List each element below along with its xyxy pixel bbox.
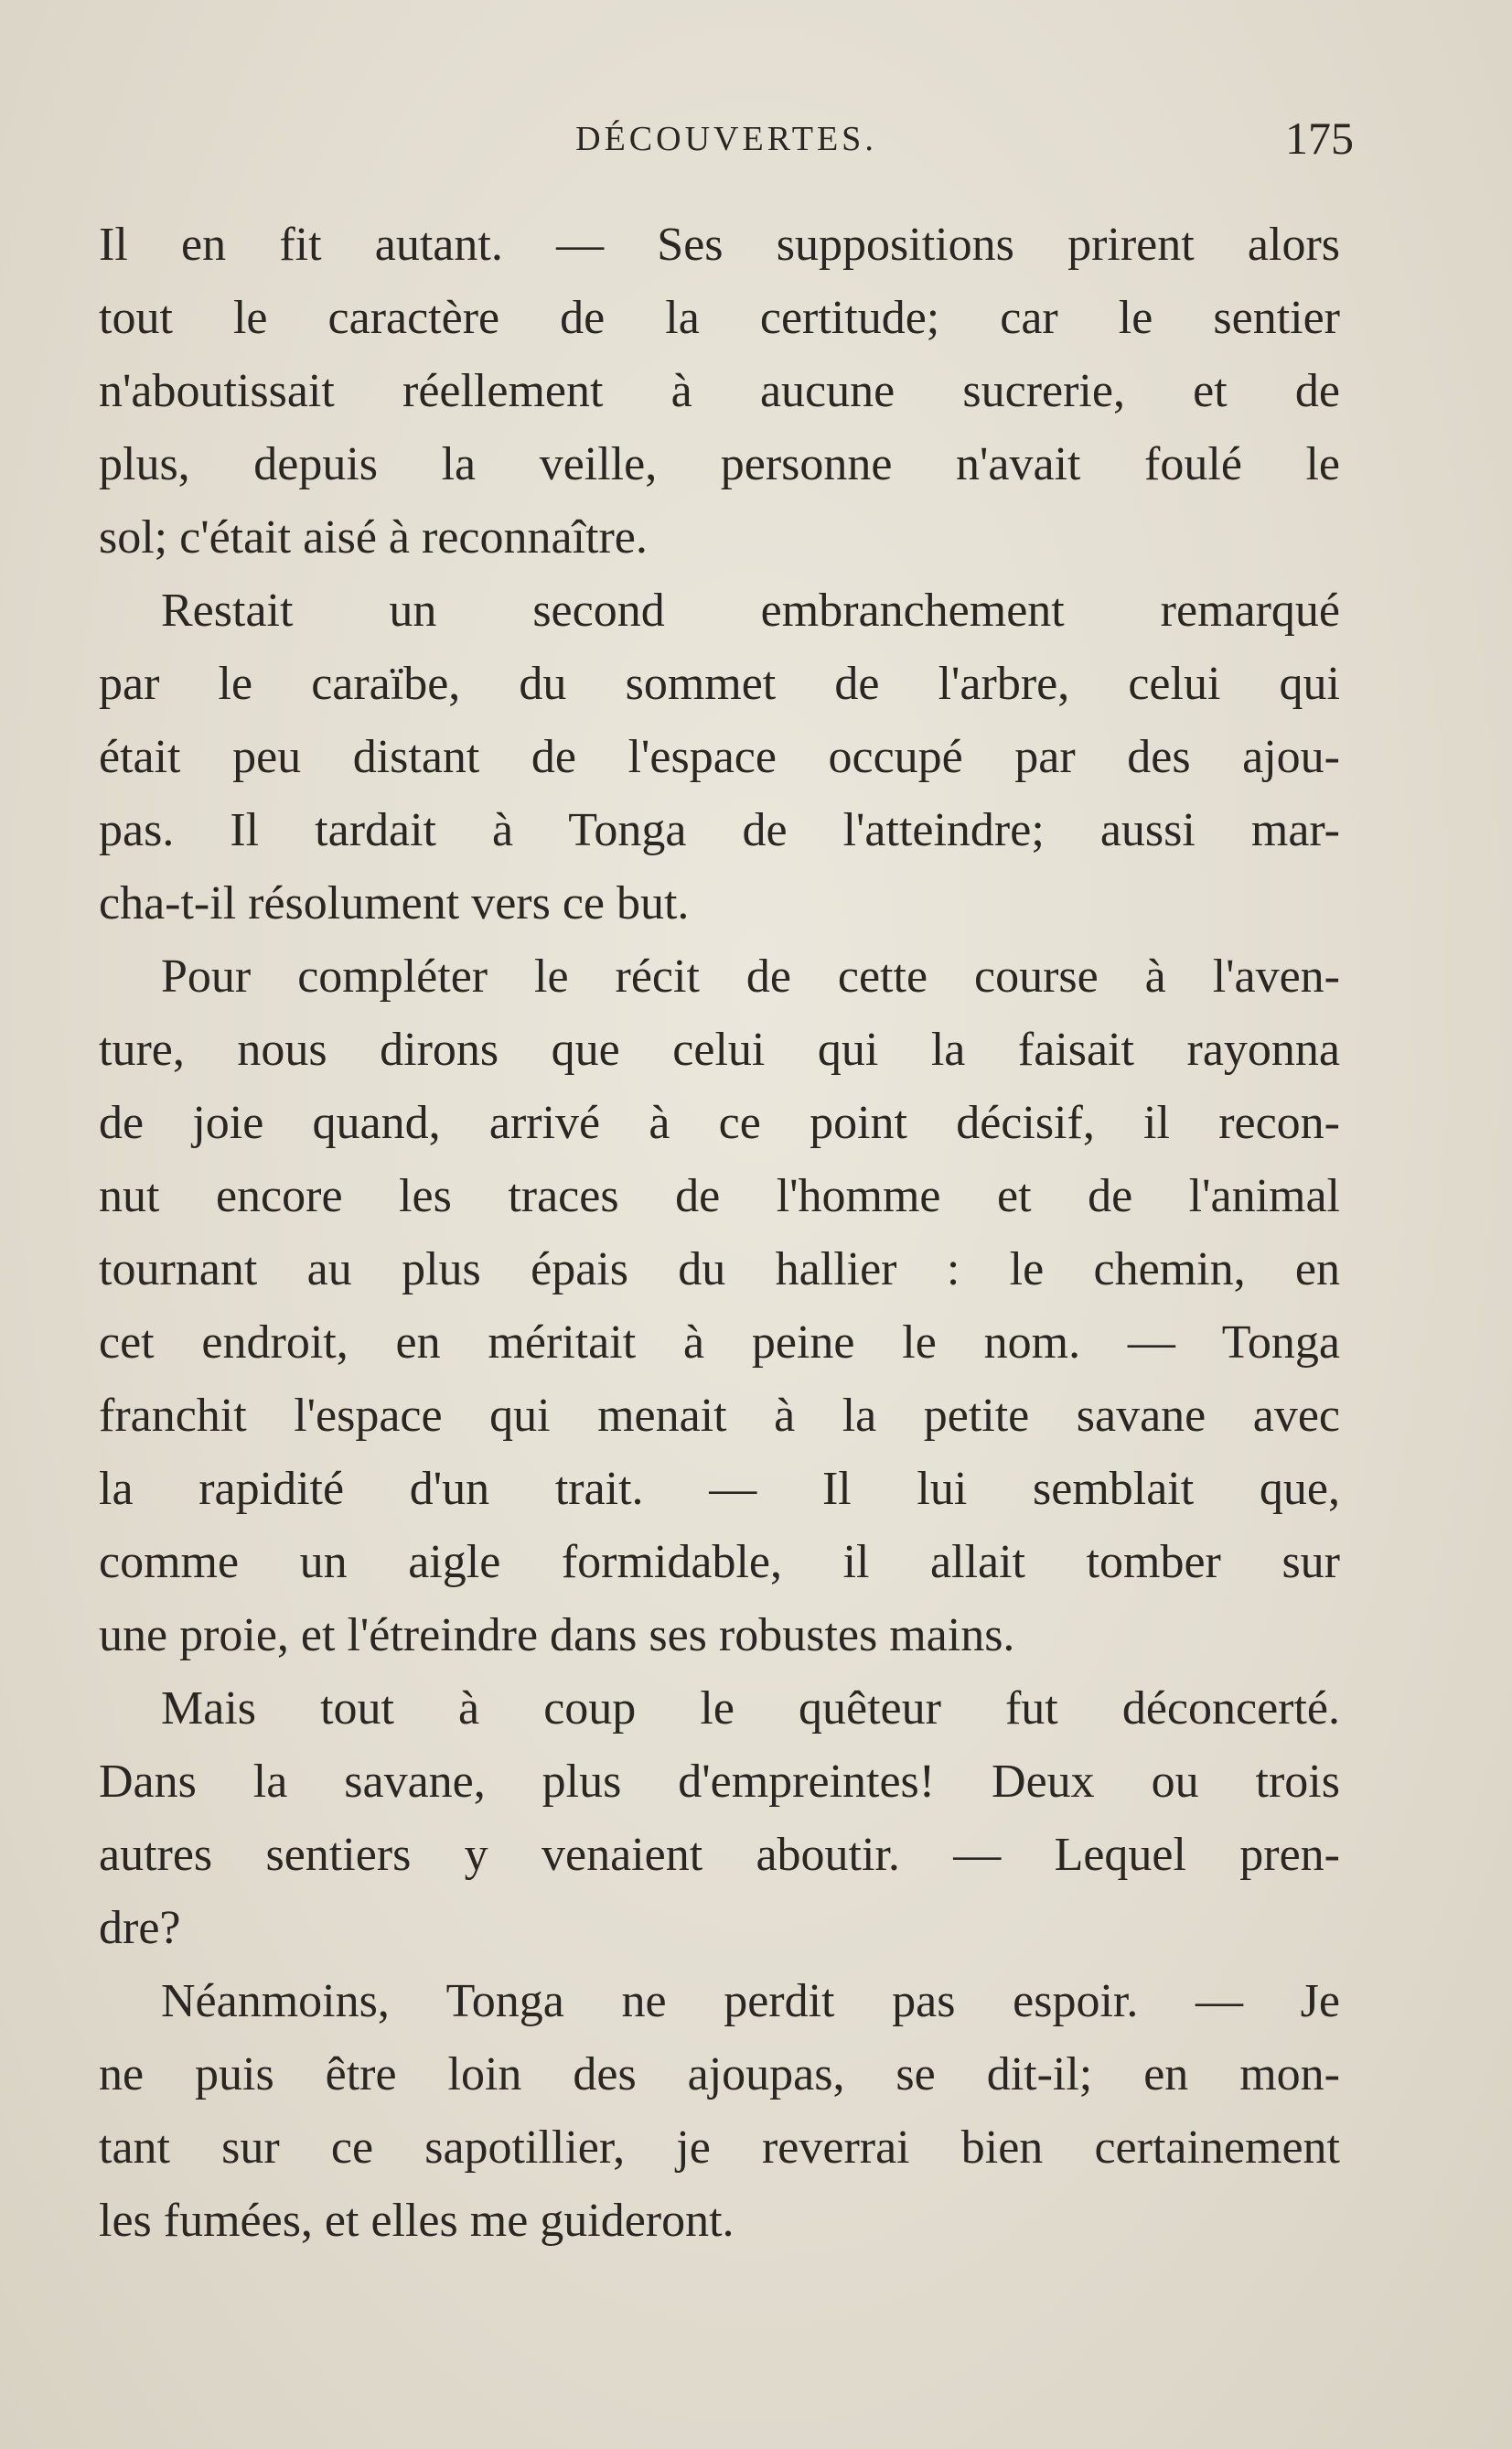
text-line: était peu distant de l'espace occupé par des ajou-	[99, 731, 1340, 783]
text-line: plus, depuis la veille, personne n'avait foulé le	[99, 438, 1340, 490]
text-line: de joie quand, arrivé à ce point décisif, il recon-	[99, 1097, 1340, 1149]
text-line: Néanmoins, Tonga ne perdit pas espoir. — Je	[161, 1975, 1340, 2027]
text-line: Il en fit autant. — Ses suppositions prirent alors	[99, 219, 1340, 271]
running-head	[99, 112, 1354, 166]
page-number: 175	[1285, 113, 1354, 164]
paragraph	[99, 940, 1340, 1672]
text-line: Dans la savane, plus d'empreintes! Deux ou trois	[99, 1756, 1340, 1808]
text-line: autres sentiers y venaient aboutir. — Lequel pren-	[99, 1829, 1340, 1881]
text-line: pas. Il tardait à Tonga de l'atteindre; aussi mar-	[99, 804, 1340, 856]
body-text	[99, 209, 1340, 2258]
text-line: Pour compléter le récit de cette course à l'aven-	[161, 951, 1340, 1003]
text-line: cha-t-il résolument vers ce but.	[99, 877, 690, 929]
paragraph	[99, 209, 1340, 575]
running-title: DÉCOUVERTES.	[575, 120, 877, 158]
paragraph	[99, 575, 1340, 940]
text-line: sol; c'était aisé à reconnaître.	[99, 511, 648, 564]
text-line: ne puis être loin des ajoupas, se dit-il; en mon-	[99, 2048, 1340, 2100]
text-line: tournant au plus épais du hallier : le chemin, en	[99, 1243, 1340, 1295]
text-line: la rapidité d'un trait. — Il lui semblait que,	[99, 1463, 1340, 1515]
text-line: n'aboutissait réellement à aucune sucrerie, et de	[99, 365, 1340, 417]
text-line: comme un aigle formidable, il allait tomber sur	[99, 1536, 1340, 1588]
text-line: Mais tout à coup le quêteur fut déconcerté.	[161, 1682, 1340, 1735]
text-line: cet endroit, en méritait à peine le nom. — Tonga	[99, 1316, 1340, 1369]
text-line: par le caraïbe, du sommet de l'arbre, celui qui	[99, 658, 1340, 710]
text-line: ture, nous dirons que celui qui la faisait rayonna	[99, 1024, 1340, 1076]
text-line: Restait un second embranchement remarqué	[161, 585, 1340, 637]
paragraph	[99, 1965, 1340, 2258]
text-line: les fumées, et elles me guideront.	[99, 2195, 735, 2247]
text-line: tant sur ce sapotillier, je reverrai bien certainement	[99, 2121, 1340, 2174]
text-line: une proie, et l'étreindre dans ses robustes mains.	[99, 1609, 1015, 1661]
text-line: tout le caractère de la certitude; car le sentier	[99, 292, 1340, 344]
text-line: nut encore les traces de l'homme et de l'animal	[99, 1170, 1340, 1222]
paragraph	[99, 1672, 1340, 1965]
text-line: franchit l'espace qui menait à la petite savane avec	[99, 1390, 1340, 1442]
text-line: dre?	[99, 1902, 181, 1954]
